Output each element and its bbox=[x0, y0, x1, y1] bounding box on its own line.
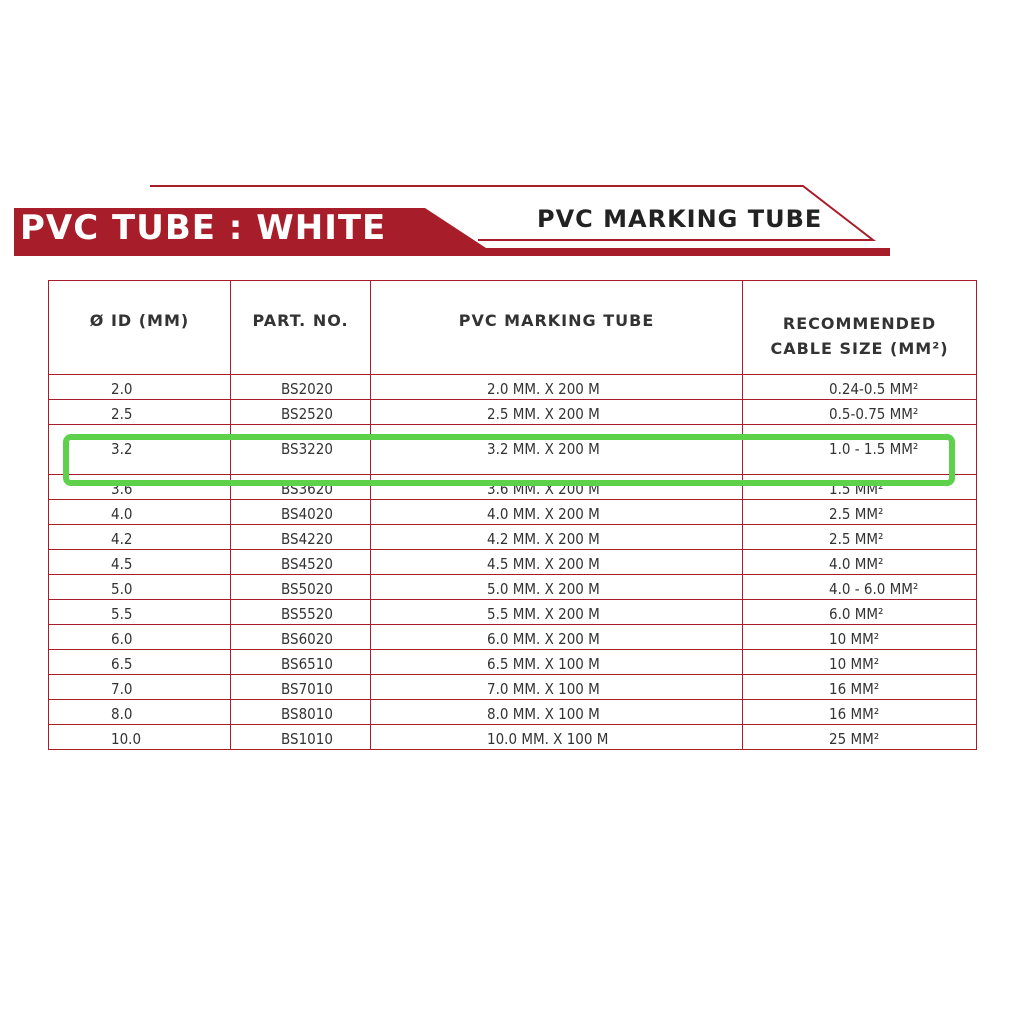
cell-part-no: BS6510 bbox=[231, 650, 371, 675]
cell-part-no: BS2520 bbox=[231, 400, 371, 425]
table-row bbox=[49, 700, 977, 725]
table-row bbox=[49, 550, 977, 575]
cell-id: 3.6 bbox=[49, 475, 231, 500]
cell-part-no: BS3220 bbox=[231, 425, 371, 475]
cell-part-no: BS7010 bbox=[231, 675, 371, 700]
cell-cable-size: 0.24-0.5 MM² bbox=[743, 375, 977, 400]
cell-part-no: BS5020 bbox=[231, 575, 371, 600]
table-row bbox=[49, 400, 977, 425]
cell-marking-tube: 6.5 MM. X 100 M bbox=[371, 650, 743, 675]
header-marking-tube: PVC MARKING TUBE bbox=[371, 281, 743, 375]
cell-part-no: BS4020 bbox=[231, 500, 371, 525]
cell-cable-size: 6.0 MM² bbox=[743, 600, 977, 625]
spec-table bbox=[48, 280, 977, 750]
cell-id: 6.0 bbox=[49, 625, 231, 650]
cell-id: 8.0 bbox=[49, 700, 231, 725]
cell-id: 4.0 bbox=[49, 500, 231, 525]
cell-id: 2.5 bbox=[49, 400, 231, 425]
cell-marking-tube: 5.5 MM. X 200 M bbox=[371, 600, 743, 625]
cell-id: 10.0 bbox=[49, 725, 231, 750]
cell-cable-size: 16 MM² bbox=[743, 675, 977, 700]
cell-part-no: BS6020 bbox=[231, 625, 371, 650]
cell-id: 3.2 bbox=[49, 425, 231, 475]
cell-marking-tube: 6.0 MM. X 200 M bbox=[371, 625, 743, 650]
cell-cable-size: 4.0 - 6.0 MM² bbox=[743, 575, 977, 600]
cell-marking-tube: 4.2 MM. X 200 M bbox=[371, 525, 743, 550]
cell-cable-size: 4.0 MM² bbox=[743, 550, 977, 575]
cell-cable-size: 0.5-0.75 MM² bbox=[743, 400, 977, 425]
row-highlight-box bbox=[63, 434, 955, 486]
table-row bbox=[49, 625, 977, 650]
cell-id: 2.0 bbox=[49, 375, 231, 400]
cell-cable-size: 2.5 MM² bbox=[743, 525, 977, 550]
table-row bbox=[49, 375, 977, 400]
cell-part-no: BS4520 bbox=[231, 550, 371, 575]
cell-part-no: BS1010 bbox=[231, 725, 371, 750]
table-row bbox=[49, 525, 977, 550]
cell-id: 4.5 bbox=[49, 550, 231, 575]
cell-part-no: BS2020 bbox=[231, 375, 371, 400]
cell-marking-tube: 10.0 MM. X 100 M bbox=[371, 725, 743, 750]
cell-id: 7.0 bbox=[49, 675, 231, 700]
cell-marking-tube: 2.0 MM. X 200 M bbox=[371, 375, 743, 400]
cell-cable-size: 25 MM² bbox=[743, 725, 977, 750]
table-row bbox=[49, 650, 977, 675]
header-cable-size-line2: CABLE SIZE (MM²) bbox=[770, 339, 949, 358]
cell-marking-tube: 5.0 MM. X 200 M bbox=[371, 575, 743, 600]
cell-marking-tube: 3.6 MM. X 200 M bbox=[371, 475, 743, 500]
header-id: Ø ID (MM) bbox=[49, 281, 231, 375]
cell-marking-tube: 3.2 MM. X 200 M bbox=[371, 425, 743, 475]
banner-title: PVC TUBE : WHITE bbox=[20, 208, 387, 248]
cell-marking-tube: 4.0 MM. X 200 M bbox=[371, 500, 743, 525]
table-row bbox=[49, 675, 977, 700]
cell-cable-size: 2.5 MM² bbox=[743, 500, 977, 525]
header-part-no: PART. NO. bbox=[231, 281, 371, 375]
table-row bbox=[49, 575, 977, 600]
cell-marking-tube: 8.0 MM. X 100 M bbox=[371, 700, 743, 725]
table-row bbox=[49, 600, 977, 625]
cell-id: 6.5 bbox=[49, 650, 231, 675]
banner-subtitle: PVC MARKING TUBE bbox=[537, 205, 823, 233]
cell-id: 5.5 bbox=[49, 600, 231, 625]
cell-part-no: BS3620 bbox=[231, 475, 371, 500]
cell-cable-size: 1.5 MM² bbox=[743, 475, 977, 500]
header-cable-size-line1: RECOMMENDED bbox=[782, 314, 937, 333]
table-body bbox=[49, 375, 977, 750]
cell-id: 5.0 bbox=[49, 575, 231, 600]
cell-cable-size: 10 MM² bbox=[743, 625, 977, 650]
table-row bbox=[49, 500, 977, 525]
cell-id: 4.2 bbox=[49, 525, 231, 550]
table-header-row bbox=[49, 281, 977, 375]
cell-marking-tube: 2.5 MM. X 200 M bbox=[371, 400, 743, 425]
table-row bbox=[49, 725, 977, 750]
cell-cable-size: 1.0 - 1.5 MM² bbox=[743, 425, 977, 475]
cell-part-no: BS8010 bbox=[231, 700, 371, 725]
cell-marking-tube: 4.5 MM. X 200 M bbox=[371, 550, 743, 575]
cell-cable-size: 10 MM² bbox=[743, 650, 977, 675]
cell-marking-tube: 7.0 MM. X 100 M bbox=[371, 675, 743, 700]
cell-cable-size: 16 MM² bbox=[743, 700, 977, 725]
cell-part-no: BS5520 bbox=[231, 600, 371, 625]
header-cable-size bbox=[743, 281, 977, 375]
cell-part-no: BS4220 bbox=[231, 525, 371, 550]
